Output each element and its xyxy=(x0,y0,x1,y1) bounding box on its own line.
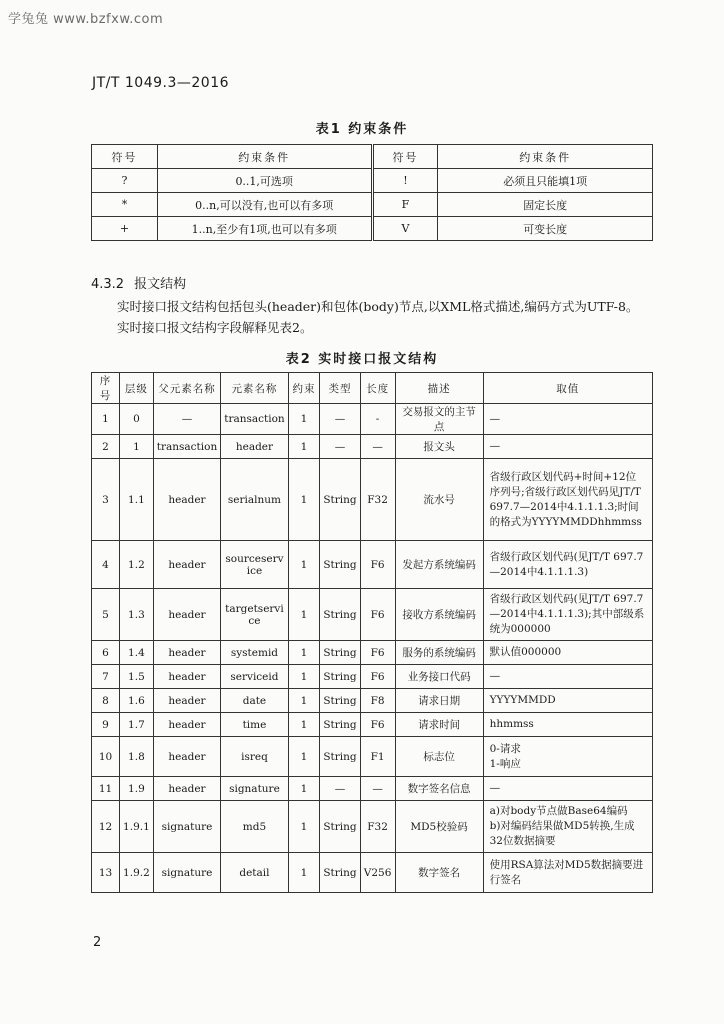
table1-header-cell: 符号 xyxy=(92,145,158,169)
table2-cell: serviceid xyxy=(221,665,288,689)
table2-cell: 11 xyxy=(92,777,120,801)
table2-cell: 数字签名信息 xyxy=(395,777,483,801)
table2-cell: — xyxy=(320,777,360,801)
table2-cell: a)对body节点做Base64编码 b)对编码结果做MD5转换,生成32位数据摘要 xyxy=(483,801,652,853)
table2-cell: 1.1 xyxy=(120,459,154,541)
table2-cell: 5 xyxy=(92,589,120,641)
table2-cell: F6 xyxy=(360,665,395,689)
table2-row xyxy=(92,404,653,435)
table2-cell: 1 xyxy=(288,801,320,853)
table2-cell: header xyxy=(153,777,220,801)
table2-cell: 1 xyxy=(288,689,320,713)
table1-cell: * xyxy=(92,193,158,217)
table2-cell: 1 xyxy=(288,459,320,541)
table2-cell: 10 xyxy=(92,737,120,777)
table2-cell: 1 xyxy=(288,737,320,777)
table2-body xyxy=(92,404,653,893)
table2-cell: header xyxy=(153,737,220,777)
table2-row xyxy=(92,853,653,893)
table2-cell: String xyxy=(320,713,360,737)
table2-cell: 数字签名 xyxy=(395,853,483,893)
paragraph: 实时接口报文结构包括包头(header)和包体(body)节点,以XML格式描述,编码方式为UTF-8。 xyxy=(117,299,639,314)
table2-cell: 0 xyxy=(120,404,154,435)
table2-cell: 业务接口代码 xyxy=(395,665,483,689)
table2-cell: header xyxy=(153,641,220,665)
table2-cell: 1.5 xyxy=(120,665,154,689)
table2-cell: 默认值000000 xyxy=(483,641,652,665)
table2-cell: 12 xyxy=(92,801,120,853)
section-title: 报文结构 xyxy=(134,277,187,292)
table1-cell: ? xyxy=(92,169,158,193)
table2-cell: — xyxy=(483,404,652,435)
table2-row xyxy=(92,777,653,801)
table2-header-cell: 类型 xyxy=(320,373,360,404)
table1-cell: ! xyxy=(372,169,438,193)
table2-cell: 8 xyxy=(92,689,120,713)
table2-cell: String xyxy=(320,665,360,689)
table2-cell: systemid xyxy=(221,641,288,665)
table2-cell: String xyxy=(320,853,360,893)
table1-header-row xyxy=(92,145,653,169)
table2-cell: detail xyxy=(221,853,288,893)
table2-cell: — xyxy=(483,777,652,801)
table2-cell: YYYYMMDD xyxy=(483,689,652,713)
table2-cell: 1 xyxy=(288,435,320,459)
table2-cell: 13 xyxy=(92,853,120,893)
table2-cell: header xyxy=(153,589,220,641)
table1-cell: F xyxy=(372,193,438,217)
table2-header-cell: 元素名称 xyxy=(221,373,288,404)
table2-cell: md5 xyxy=(221,801,288,853)
table2-cell: targetservice xyxy=(221,589,288,641)
table2-cell: 1.2 xyxy=(120,541,154,589)
table2-cell: 1.4 xyxy=(120,641,154,665)
table2-cell: 省级行政区划代码(见JT/T 697.7—2014中4.1.1.1.3) xyxy=(483,541,652,589)
table1-cell: V xyxy=(372,217,438,241)
table2-cell: 3 xyxy=(92,459,120,541)
table1-cell: 必须且只能填1项 xyxy=(438,169,653,193)
table2-cell: 使用RSA算法对MD5数据摘要进行签名 xyxy=(483,853,652,893)
table1-row xyxy=(92,193,653,217)
table2-cell: String xyxy=(320,459,360,541)
table2-cell: 1 xyxy=(92,404,120,435)
table2-cell: - xyxy=(360,404,395,435)
table2-cell: 7 xyxy=(92,665,120,689)
table2-cell: 1 xyxy=(288,641,320,665)
table2-cell: String xyxy=(320,689,360,713)
table2-cell: signature xyxy=(153,801,220,853)
table1-cell: + xyxy=(92,217,158,241)
table2-cell: 请求日期 xyxy=(395,689,483,713)
section-number: 4.3.2 xyxy=(91,277,125,292)
table2-cell: String xyxy=(320,737,360,777)
table1-row xyxy=(92,169,653,193)
paragraph: 实时接口报文结构字段解释见表2。 xyxy=(117,320,313,335)
table2-cell: 6 xyxy=(92,641,120,665)
watermark: 学兔兔 www.bzfxw.com xyxy=(8,12,164,27)
table2-cell: 1.6 xyxy=(120,689,154,713)
table2-cell: 1 xyxy=(288,853,320,893)
table2-cell: F6 xyxy=(360,589,395,641)
table2-row xyxy=(92,541,653,589)
table2-cell: 1 xyxy=(288,665,320,689)
table1-cell: 固定长度 xyxy=(438,193,653,217)
table1-header-cell: 约束条件 xyxy=(157,145,372,169)
table2-cell: 0-请求 1-响应 xyxy=(483,737,652,777)
table1-cell: 0..1,可选项 xyxy=(157,169,372,193)
table2-cell: — xyxy=(483,435,652,459)
table1-cell: 1..n,至少有1项,也可以有多项 xyxy=(157,217,372,241)
table2-cell: 1.8 xyxy=(120,737,154,777)
table2-cell: 1 xyxy=(288,541,320,589)
table2-cell: F32 xyxy=(360,801,395,853)
table2-cell: F6 xyxy=(360,713,395,737)
table2-cell: 请求时间 xyxy=(395,713,483,737)
table2-cell: header xyxy=(153,665,220,689)
table2-row xyxy=(92,737,653,777)
table2-cell: 标志位 xyxy=(395,737,483,777)
table2-cell: header xyxy=(221,435,288,459)
table2-cell: — xyxy=(360,777,395,801)
table2-header-cell: 描述 xyxy=(395,373,483,404)
page-number: 2 xyxy=(93,935,102,950)
table2-header-cell: 约束 xyxy=(288,373,320,404)
table2-cell: F6 xyxy=(360,541,395,589)
message-structure-table xyxy=(91,372,653,893)
table2-cell: F8 xyxy=(360,689,395,713)
table2-cell: 2 xyxy=(92,435,120,459)
table2-cell: header xyxy=(153,713,220,737)
table1-header-cell: 符号 xyxy=(372,145,438,169)
table2-cell: String xyxy=(320,589,360,641)
table2-cell: transaction xyxy=(221,404,288,435)
section-heading xyxy=(91,273,186,292)
table2-row xyxy=(92,435,653,459)
table2-row xyxy=(92,641,653,665)
table2-cell: sourceservice xyxy=(221,541,288,589)
table2-cell: 1 xyxy=(288,589,320,641)
table2-cell: String xyxy=(320,541,360,589)
table2-cell: 4 xyxy=(92,541,120,589)
table2-cell: 9 xyxy=(92,713,120,737)
table2-row xyxy=(92,665,653,689)
table2-cell: 发起方系统编码 xyxy=(395,541,483,589)
table2-cell: — xyxy=(483,665,652,689)
table2-cell: String xyxy=(320,641,360,665)
table2-header-cell: 父元素名称 xyxy=(153,373,220,404)
table2-cell: hhmmss xyxy=(483,713,652,737)
table2-cell: 1.3 xyxy=(120,589,154,641)
table2-cell: 1.7 xyxy=(120,713,154,737)
table2-cell: signature xyxy=(153,853,220,893)
table2-header-cell: 取值 xyxy=(483,373,652,404)
table2-cell: F6 xyxy=(360,641,395,665)
table2-row xyxy=(92,801,653,853)
table2-cell: header xyxy=(153,541,220,589)
table2-header-cell: 序号 xyxy=(92,373,120,404)
table2-cell: transaction xyxy=(153,435,220,459)
table2-cell: 报文头 xyxy=(395,435,483,459)
table1-cell: 0..n,可以没有,也可以有多项 xyxy=(157,193,372,217)
table2-header-row xyxy=(92,373,653,404)
table2-cell: 服务的系统编码 xyxy=(395,641,483,665)
table2-cell: MD5校验码 xyxy=(395,801,483,853)
table2-cell: 1 xyxy=(288,777,320,801)
table2-cell: header xyxy=(153,689,220,713)
table2-cell: F1 xyxy=(360,737,395,777)
table2-cell: 省级行政区划代码(见JT/T 697.7—2014中4.1.1.1.3);其中部级系统为000000 xyxy=(483,589,652,641)
constraints-table xyxy=(91,144,653,241)
table2-row xyxy=(92,589,653,641)
table2-cell: isreq xyxy=(221,737,288,777)
table2-cell: V256 xyxy=(360,853,395,893)
table2-cell: 省级行政区划代码+时间+12位序列号;省级行政区划代码见JT/T 697.7—2014中4.1.1.1.3;时间的格式为YYYYMMDDhhmmss xyxy=(483,459,652,541)
table2-cell: 1 xyxy=(120,435,154,459)
table2-cell: header xyxy=(153,459,220,541)
table2-cell: String xyxy=(320,801,360,853)
standard-id: JT/T 1049.3—2016 xyxy=(92,75,230,91)
table2-cell: serialnum xyxy=(221,459,288,541)
table2-row xyxy=(92,459,653,541)
table1-header-cell: 约束条件 xyxy=(438,145,653,169)
table1-cell: 可变长度 xyxy=(438,217,653,241)
table2-cell: date xyxy=(221,689,288,713)
table2-cell: signature xyxy=(221,777,288,801)
table2-cell: time xyxy=(221,713,288,737)
table2-cell: 1 xyxy=(288,404,320,435)
table2-cell: 流水号 xyxy=(395,459,483,541)
table2-cell: 1.9.1 xyxy=(120,801,154,853)
table2-header-cell: 层级 xyxy=(120,373,154,404)
table2-cell: — xyxy=(153,404,220,435)
table2-cell: 1.9.2 xyxy=(120,853,154,893)
table2-row xyxy=(92,689,653,713)
table2-row xyxy=(92,713,653,737)
table1-caption: 表1 约束条件 xyxy=(315,122,409,137)
table2-cell: 交易报文的主节点 xyxy=(395,404,483,435)
table1-row xyxy=(92,217,653,241)
table2-cell: F32 xyxy=(360,459,395,541)
table2-caption: 表2 实时接口报文结构 xyxy=(285,352,439,367)
table2-cell: 接收方系统编码 xyxy=(395,589,483,641)
table2-cell: — xyxy=(320,404,360,435)
table2-header-cell: 长度 xyxy=(360,373,395,404)
table2-cell: 1.9 xyxy=(120,777,154,801)
table2-cell: — xyxy=(320,435,360,459)
table2-cell: — xyxy=(360,435,395,459)
table2-cell: 1 xyxy=(288,713,320,737)
